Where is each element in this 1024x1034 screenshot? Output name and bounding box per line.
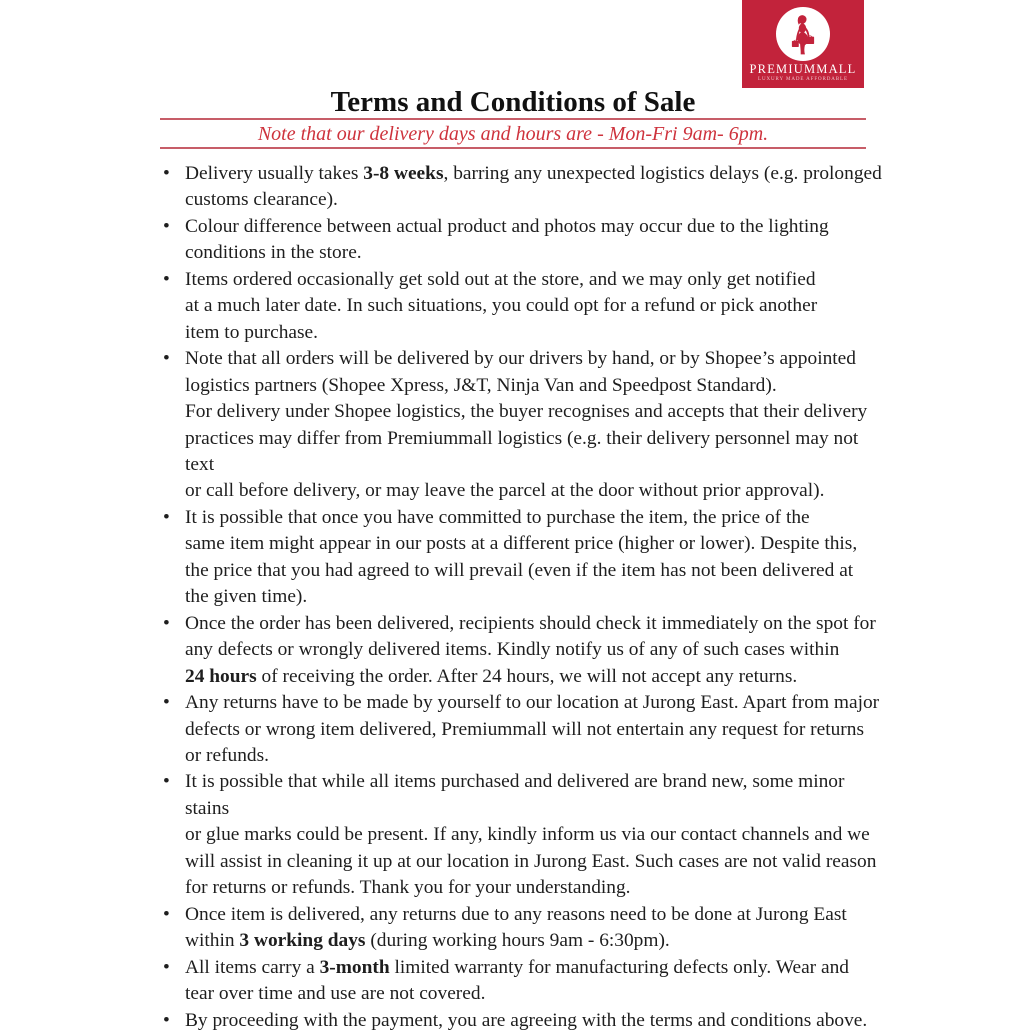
terms-item: • Any returns have to be made by yourself to our location at Jurong East. Apart from major defects or wrong item delivered, Premiummall will not entertain any request for returns or refunds. <box>160 690 890 769</box>
premiummall-logo <box>742 0 864 88</box>
woman-with-shopping-bags-icon <box>776 7 830 61</box>
terms-item: • By proceeding with the payment, you are agreeing with the terms and conditions above. <box>160 1008 890 1034</box>
terms-item: • Note that all orders will be delivered by our drivers by hand, or by Shopee’s appointed logistics partners (Shopee Xpress, J&T, Ninja Van and Speedpost Standard). For delivery under Shopee logistics, the buyer recognises and accepts that their delivery practices may differ from Premiummall logistics (e.g. their delivery personnel may not text or call before delivery, or may leave the parcel at the door without prior approval). <box>160 346 890 505</box>
terms-list <box>160 161 890 1034</box>
terms-item: • All items carry a 3-month limited warranty for manufacturing defects only. Wear and tear over time and use are not covered. <box>160 955 890 1008</box>
terms-item: • Colour difference between actual product and photos may occur due to the lighting conditions in the store. <box>160 214 890 267</box>
logo-brand-text: PREMIUMMALL <box>749 62 857 76</box>
terms-section <box>160 161 890 1034</box>
terms-item: • Once item is delivered, any returns due to any reasons need to be done at Jurong East within 3 working days (during working hours 9am - 6:30pm). <box>160 902 890 955</box>
delivery-note-text: Note that our delivery days and hours are - Mon-Fri 9am- 6pm. <box>257 122 769 145</box>
terms-item: • Items ordered occasionally get sold out at the store, and we may only get notified at a much later date. In such situations, you could opt for a refund or pick another item to purchase. <box>160 267 890 346</box>
logo-tagline-text: LUXURY MADE AFFORDABLE <box>758 77 848 82</box>
delivery-note-band <box>160 118 866 149</box>
terms-item: • Once the order has been delivered, recipients should check it immediately on the spot for any defects or wrongly delivered items. Kindly notify us of any of such cases within 24 hours of receiving the order. After 24 hours, we will not accept any returns. <box>160 611 890 690</box>
terms-item: • Delivery usually takes 3-8 weeks, barring any unexpected logistics delays (e.g. prolonged customs clearance). <box>160 161 890 214</box>
page-title: Terms and Conditions of Sale <box>330 86 696 119</box>
terms-item: • It is possible that once you have committed to purchase the item, the price of the same item might appear in our posts at a different price (higher or lower). Despite this, the price that you had agreed to will prevail (even if the item has not been delivered at the given time). <box>160 505 890 611</box>
terms-item: • It is possible that while all items purchased and delivered are brand new, some minor stains or glue marks could be present. If any, kindly inform us via our contact channels and we will assist in cleaning it up at our location in Jurong East. Such cases are not valid reason for returns or refunds. Thank you for your understanding. <box>160 769 890 901</box>
